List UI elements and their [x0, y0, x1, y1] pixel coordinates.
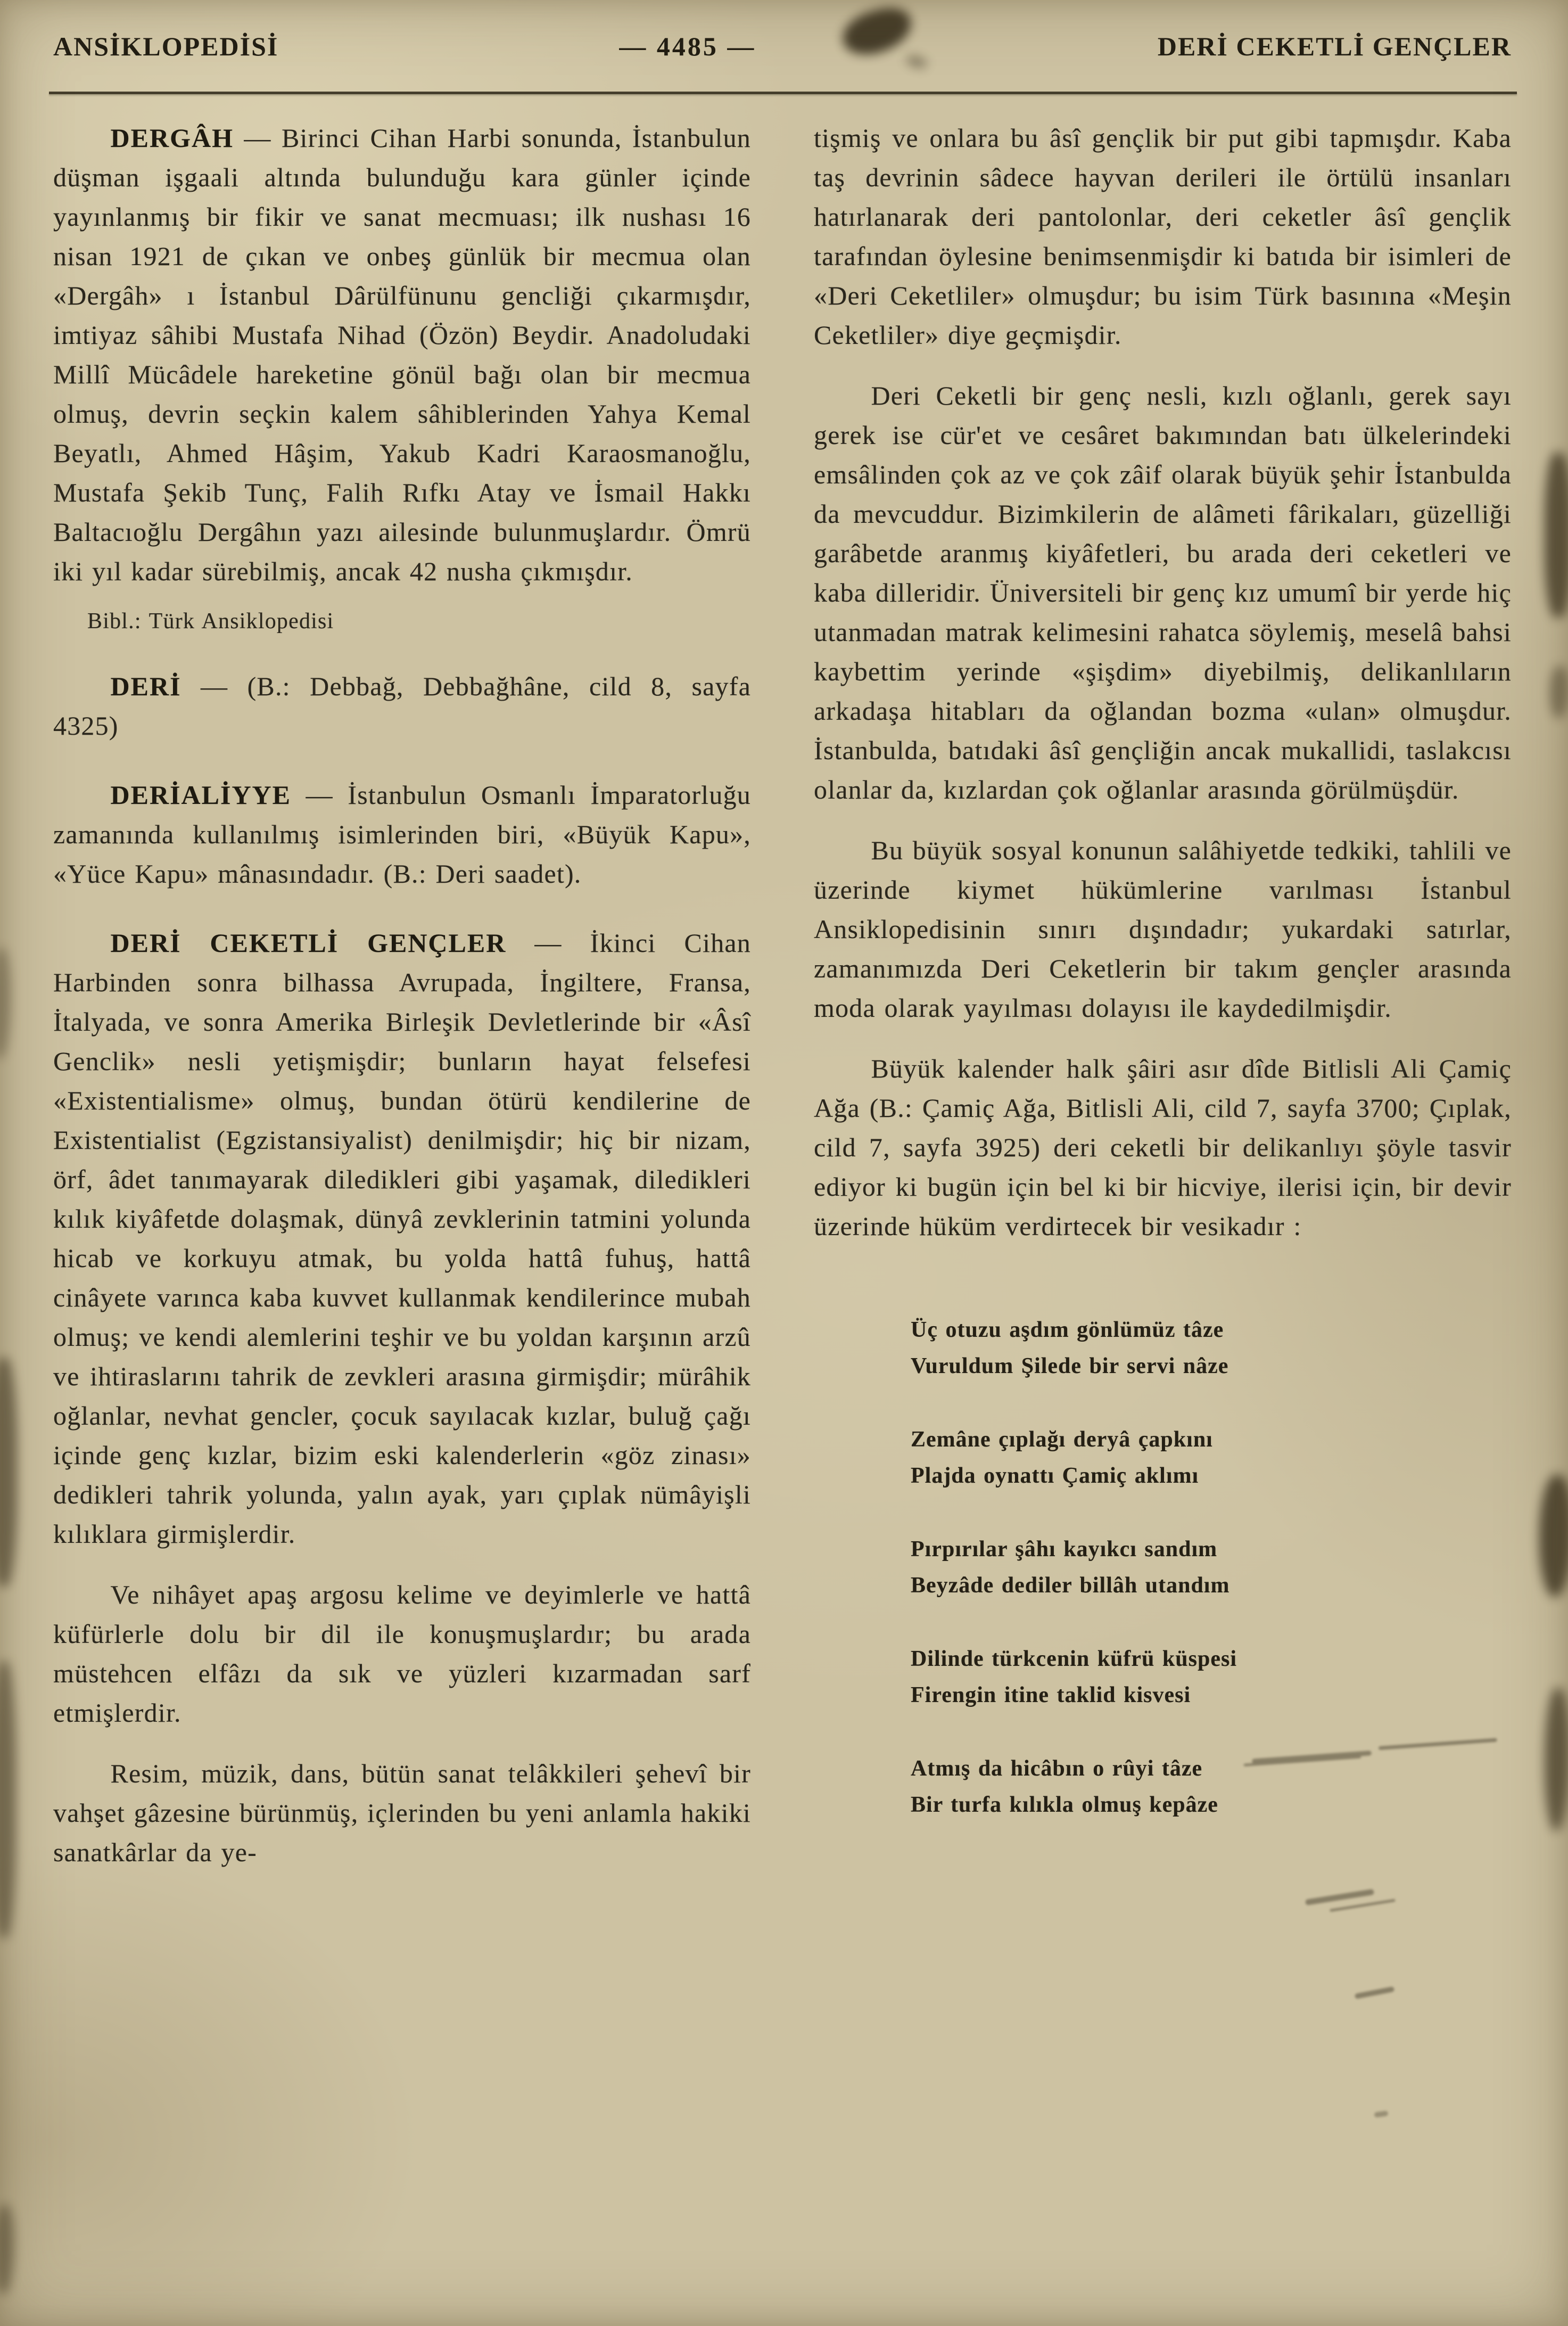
- ink-stain: [1550, 665, 1568, 719]
- left-column: [53, 118, 751, 2310]
- entry-text: — İstanbulun Osmanlı İmparatorluğu zamanında kullanılmış isimlerinden biri, «Büyük Kapu», «Yüce Kapu» mânasındadır. (B.: Deri saadet).: [53, 780, 751, 889]
- poem-line: Firengin itine taklid kisvesi: [911, 1683, 1191, 1707]
- entry-term: DERGÂH: [110, 123, 234, 153]
- ink-stain: [1545, 453, 1568, 618]
- header-title-left: ANSİKLOPEDİSİ: [53, 31, 279, 61]
- ink-stain: [1539, 1475, 1568, 1597]
- paragraph: Resim, müzik, dans, bütün sanat telâkkileri şehevî bir vahşet gâzesine bürünmüş, içlerinden bu yeni anlamla hakiki sanatkârlar da ye-: [53, 1758, 751, 1867]
- ink-stain: [0, 1661, 16, 1938]
- poem-couplet: [911, 1312, 1512, 1384]
- entry-text: — Birinci Cihan Harbi sonunda, İstanbulun düşman işgaali altında bulunduğu kara günler içinde yayınlanmış bir fikir ve sanat mecmuası; ilk nushası 16 nisan 1921 de çıkan ve onbeş günlük bir mecmua olan «Dergâh» ı İstanbul Dârülfünunu gencliği çıkarmışdır, imtiyaz sâhibi Mustafa Nihad (Özön) Beydir. Anadoludaki Millî Mücâdele hareketine gönül bağı olan bir mecmua olmuş, devrin seçkin kalem sâhiblerinden Yahya Kemal Beyatlı, Ahmed Hâşim, Yakub Kadri Karaosmanoğlu, Mustafa Şekib Tunç, Falih Rıfkı Atay ve İsmail Hakkı Baltacıoğlu Dergâhın yazı ailesinde bulunmuşlardır. Ömrü iki yıl kadar sürebilmiş, ancak 42 nusha çıkmışdır.: [53, 123, 752, 586]
- page-number: — 4485 —: [619, 31, 756, 61]
- header-rule: [49, 92, 1517, 94]
- poem-line: Dilinde türkcenin küfrü küspesi: [911, 1647, 1237, 1671]
- entry-paragraph: [53, 775, 751, 893]
- entry-paragraph: [53, 667, 751, 745]
- poem-line: Plajda oynattı Çamiç aklımı: [911, 1464, 1199, 1488]
- entry-term: DERİALİYYE: [110, 780, 292, 810]
- entry-text: — İkinci Cihan Harbinden sonra bilhassa Avrupada, İngiltere, Fransa, İtalyada, ve sonra Amerika Birleşik Devletlerinde bir «Âsî Genclik» nesli yetişmişdir; bunların hayat felsefesi «Existentialisme» olmuş, bundan ötürü kendilerine de Existentialist (Egzistansiyalist) denilmişdir; hiç bir nizam, örf, âdet tanımayarak diledikleri gibi yaşamak, diledikleri kılık kiyâfetde dolaşmak, dünyâ zevklerinin tatmini yolunda hicab ve korkuyu atmak, bu yolda hattâ fuhuş, hattâ cinâyete varınca kaba kuvvet kullanmak kendilerince mubah olmuş; ve kendi alemlerini teşhir ve bu yoldan karşının arzû ve ihtiraslarını tahrik de zevkleri arasına girmişdir; mürâhik oğlanlar, nevhat gencler, çocuk sayılacak kızlar, buluğ çağı içinde genç kızlar, bizim eski kalenderlerin «göz zinası» dedikleri tahrik yolunda, yalın ayak, yarı çıplak nümâyişli kılıklara girmişlerdir.: [53, 928, 751, 1549]
- continued-paragraph: tişmiş ve onlara bu âsî gençlik bir put gibi tapmışdır. Kaba taş devrinin sâdece hayvan derileri ile örtülü insanları hatırlanarak deri pantolonlar, deri ceketler âsî gençlik tarafından öylesine benimsenmişdir ki batıda bir isimleri de «Deri Ceketliler» olmuşdur; bu isim Türk basınına «Meşin Ceketliler» diye geçmişdir.: [814, 123, 1512, 350]
- entry-term: DERİ: [110, 671, 181, 701]
- poem-line: Vuruldum Şilede bir servi nâze: [911, 1354, 1229, 1378]
- poem-couplet: [911, 1750, 1512, 1823]
- ink-stain: [0, 1358, 17, 1587]
- ink-stain: [0, 2204, 14, 2295]
- poem-line: Atmış da hicâbın o rûyi tâze: [911, 1756, 1203, 1781]
- poem-line: Pırpırılar şâhı kayıkcı sandım: [911, 1537, 1218, 1561]
- entry-paragraph: [53, 923, 751, 1554]
- text-columns: [53, 118, 1512, 2310]
- poem-line: Zemâne çıplağı deryâ çapkını: [911, 1427, 1213, 1452]
- paragraph: Büyük kalender halk şâiri asır dîde Bitlisli Ali Çamiç Ağa (B.: Çamiç Ağa, Bitlisli Ali, cild 7, sayfa 3700; Çıplak, cild 7, sayfa 3925) deri ceketli bir delikanlıyı şöyle tasvir ediyor ki bugün için bel ki bir hicviye, ilerisi için, bir devir üzerinde hüküm verdirtecek bir vesikadır :: [814, 1054, 1512, 1241]
- poem-couplet: [911, 1641, 1512, 1713]
- right-column: [814, 118, 1512, 2310]
- poem-line: Beyzâde dediler billâh utandım: [911, 1573, 1230, 1598]
- paragraph: Bu büyük sosyal konunun salâhiyetde tedkiki, tahlili ve üzerinde kiymet hükümlerine varılması İstanbul Ansiklopedisinin sınırı dışındadır; yukardaki satırlar, zamanımızda Deri Ceketlerin bir takım gençler arasında moda olarak yayılması dolayısı ile kaydedilmişdir.: [814, 835, 1512, 1023]
- poem: [814, 1312, 1512, 1823]
- page-header: [53, 31, 1512, 73]
- bibliography-note: Bibl.: Türk Ansiklopedisi: [87, 609, 334, 634]
- paragraph: Ve nihâyet apaş argosu kelime ve deyimlerle ve hattâ küfürlerle dolu bir dil ile konuşmuşlardır; bu arada müstehcen elfâzı da sık ve yüzleri kızarmadan sarf etmişlerdir.: [53, 1580, 751, 1728]
- entry-text: — (B.: Debbağ, Debbağhâne, cild 8, sayfa 4325): [53, 671, 751, 741]
- header-title-right: DERİ CEKETLİ GENÇLER: [1157, 31, 1512, 61]
- poem-line: Bir turfa kılıkla olmuş kepâze: [911, 1793, 1218, 1817]
- ink-stain: [1545, 1688, 1568, 1831]
- paragraph: Deri Ceketli bir genç nesli, kızlı oğlanlı, gerek sayı gerek ise cür'et ve cesâret bakımından batı ülkelerindeki emsâlinden çok az ve çok zâif olarak büyük şehir İstanbulda da mevcuddur. Bizimkilerin de alâmeti fârikaları, güzelliği garâbetde aranmış kiyâfetleri, bu arada deri ceketleri ve kaba dilleridir. Üniversiteli bir genç kız umumî bir yerde hiç utanmadan matrak kelimesini rahatca söylemiş, meselâ bahsi kaybettim yerinde «şişdim» diyebilmiş, delikanlıların arkadaşa hitabları da oğlandan bozma «ulan» olmuşdur. İstanbulda, batıdaki âsî gençliğin ancak mukallidi, taslakcısı olanlar da, kızlardan çok oğlanlar arasında görülmüşdür.: [814, 381, 1512, 804]
- poem-line: Üç otuzu aşdım gönlümüz tâze: [911, 1318, 1224, 1342]
- ink-stain: [0, 948, 11, 1059]
- entry-term: DERİ CEKETLİ GENÇLER: [110, 928, 507, 958]
- poem-couplet: [911, 1421, 1512, 1494]
- entry-paragraph: [53, 118, 751, 591]
- poem-couplet: [911, 1531, 1512, 1604]
